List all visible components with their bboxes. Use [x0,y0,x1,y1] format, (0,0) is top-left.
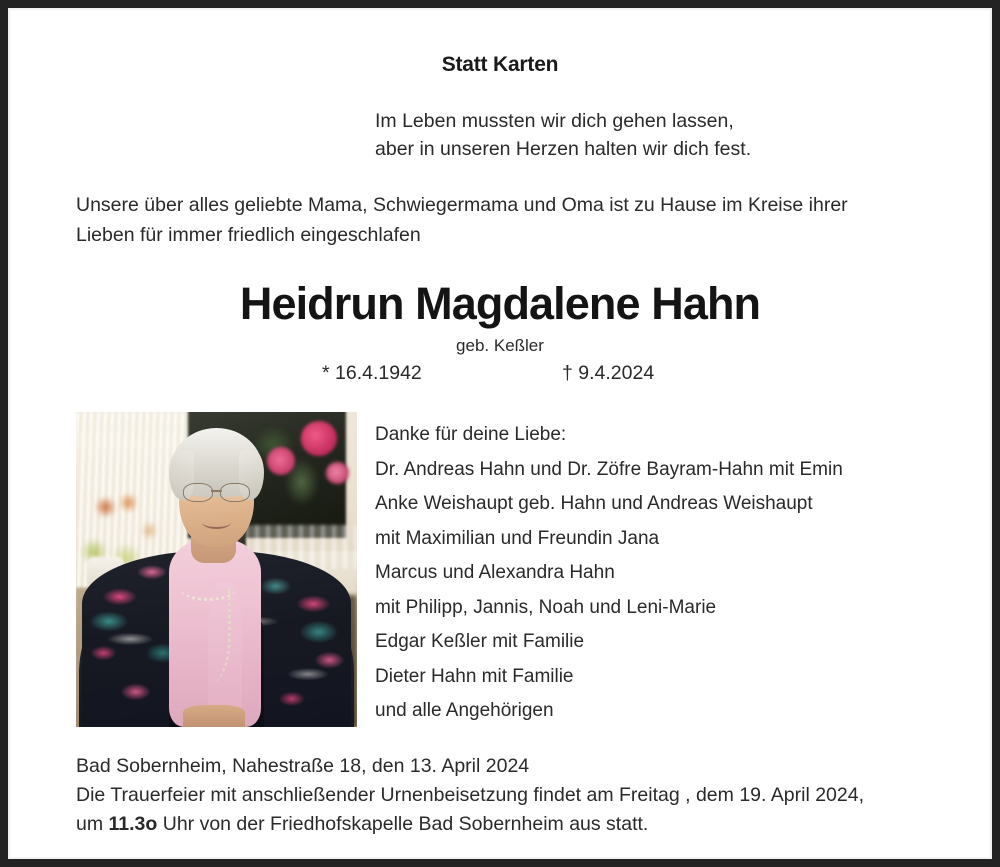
mourner-line: mit Maximilian und Freundin Jana [375,527,660,549]
obituary-card [8,8,992,859]
service-time: 11.3o [108,813,158,835]
poem-line-1: Im Leben mussten wir dich gehen lassen, [375,110,734,132]
portrait-scene [76,412,357,727]
death-date: † 9.4.2024 [562,362,655,384]
poem-block [10,107,990,163]
footer-block [10,752,990,839]
photo-picture-rose-3 [326,462,348,484]
maiden-name: geb. Keßler [456,336,544,355]
mourner-line: Edgar Keßler mit Familie [375,631,585,652]
portrait-long-necklace [191,588,231,683]
portrait-hands [183,705,245,727]
service-line-1: Die Trauerfeier mit anschließender Urnenbeisetzung findet am Freitag , dem 19. April 2024, [76,784,864,806]
intro-paragraph [10,190,990,250]
life-dates [10,362,990,390]
mourner-line: Marcus und Alexandra Hahn [375,562,615,583]
eyeglass-lens-left [183,483,213,502]
mourner-line: Anke Weishaupt geb. Hahn und Andreas Weishaupt [375,493,813,514]
photo-and-mourners [10,412,990,730]
mourner-line: und alle Angehörigen [375,700,554,721]
deceased-name: Heidrun Magdalene Hahn [239,278,761,329]
intro-line-2: Lieben für immer friedlich eingeschlafen [76,224,421,246]
mourner-line: Dr. Andreas Hahn und Dr. Zöfre Bayram-Hahn mit Emin [375,458,843,480]
mourner-line: mit Philipp, Jannis, Noah und Leni-Marie [375,596,717,618]
portrait-photo [76,412,357,727]
service-time-prefix: um [76,813,109,835]
service-time-suffix: Uhr von der Friedhofskapelle Bad Sobernheim aus statt. [157,813,649,835]
poem-line-2: aber in unseren Herzen halten wir dich fest. [375,138,752,160]
portrait-smile [202,516,230,529]
photo-picture-rose-2 [267,447,295,475]
thanks-heading: Danke für deine Liebe: [375,424,567,445]
mourners-block [375,418,950,729]
eyeglass-lens-right [220,483,250,502]
headline-statt-karten: Statt Karten [441,53,559,76]
mourner-line: Dieter Hahn mit Familie [375,665,574,687]
service-line-2 [76,810,950,839]
birth-date: * 16.4.1942 [322,362,422,384]
portrait-eyeglasses [183,483,250,500]
intro-line-1: Unsere über alles geliebte Mama, Schwiegermama und Oma ist zu Hause im Kreise ihrer [76,194,848,216]
place-and-date: Bad Sobernheim, Nahestraße 18, den 13. April 2024 [76,755,530,777]
